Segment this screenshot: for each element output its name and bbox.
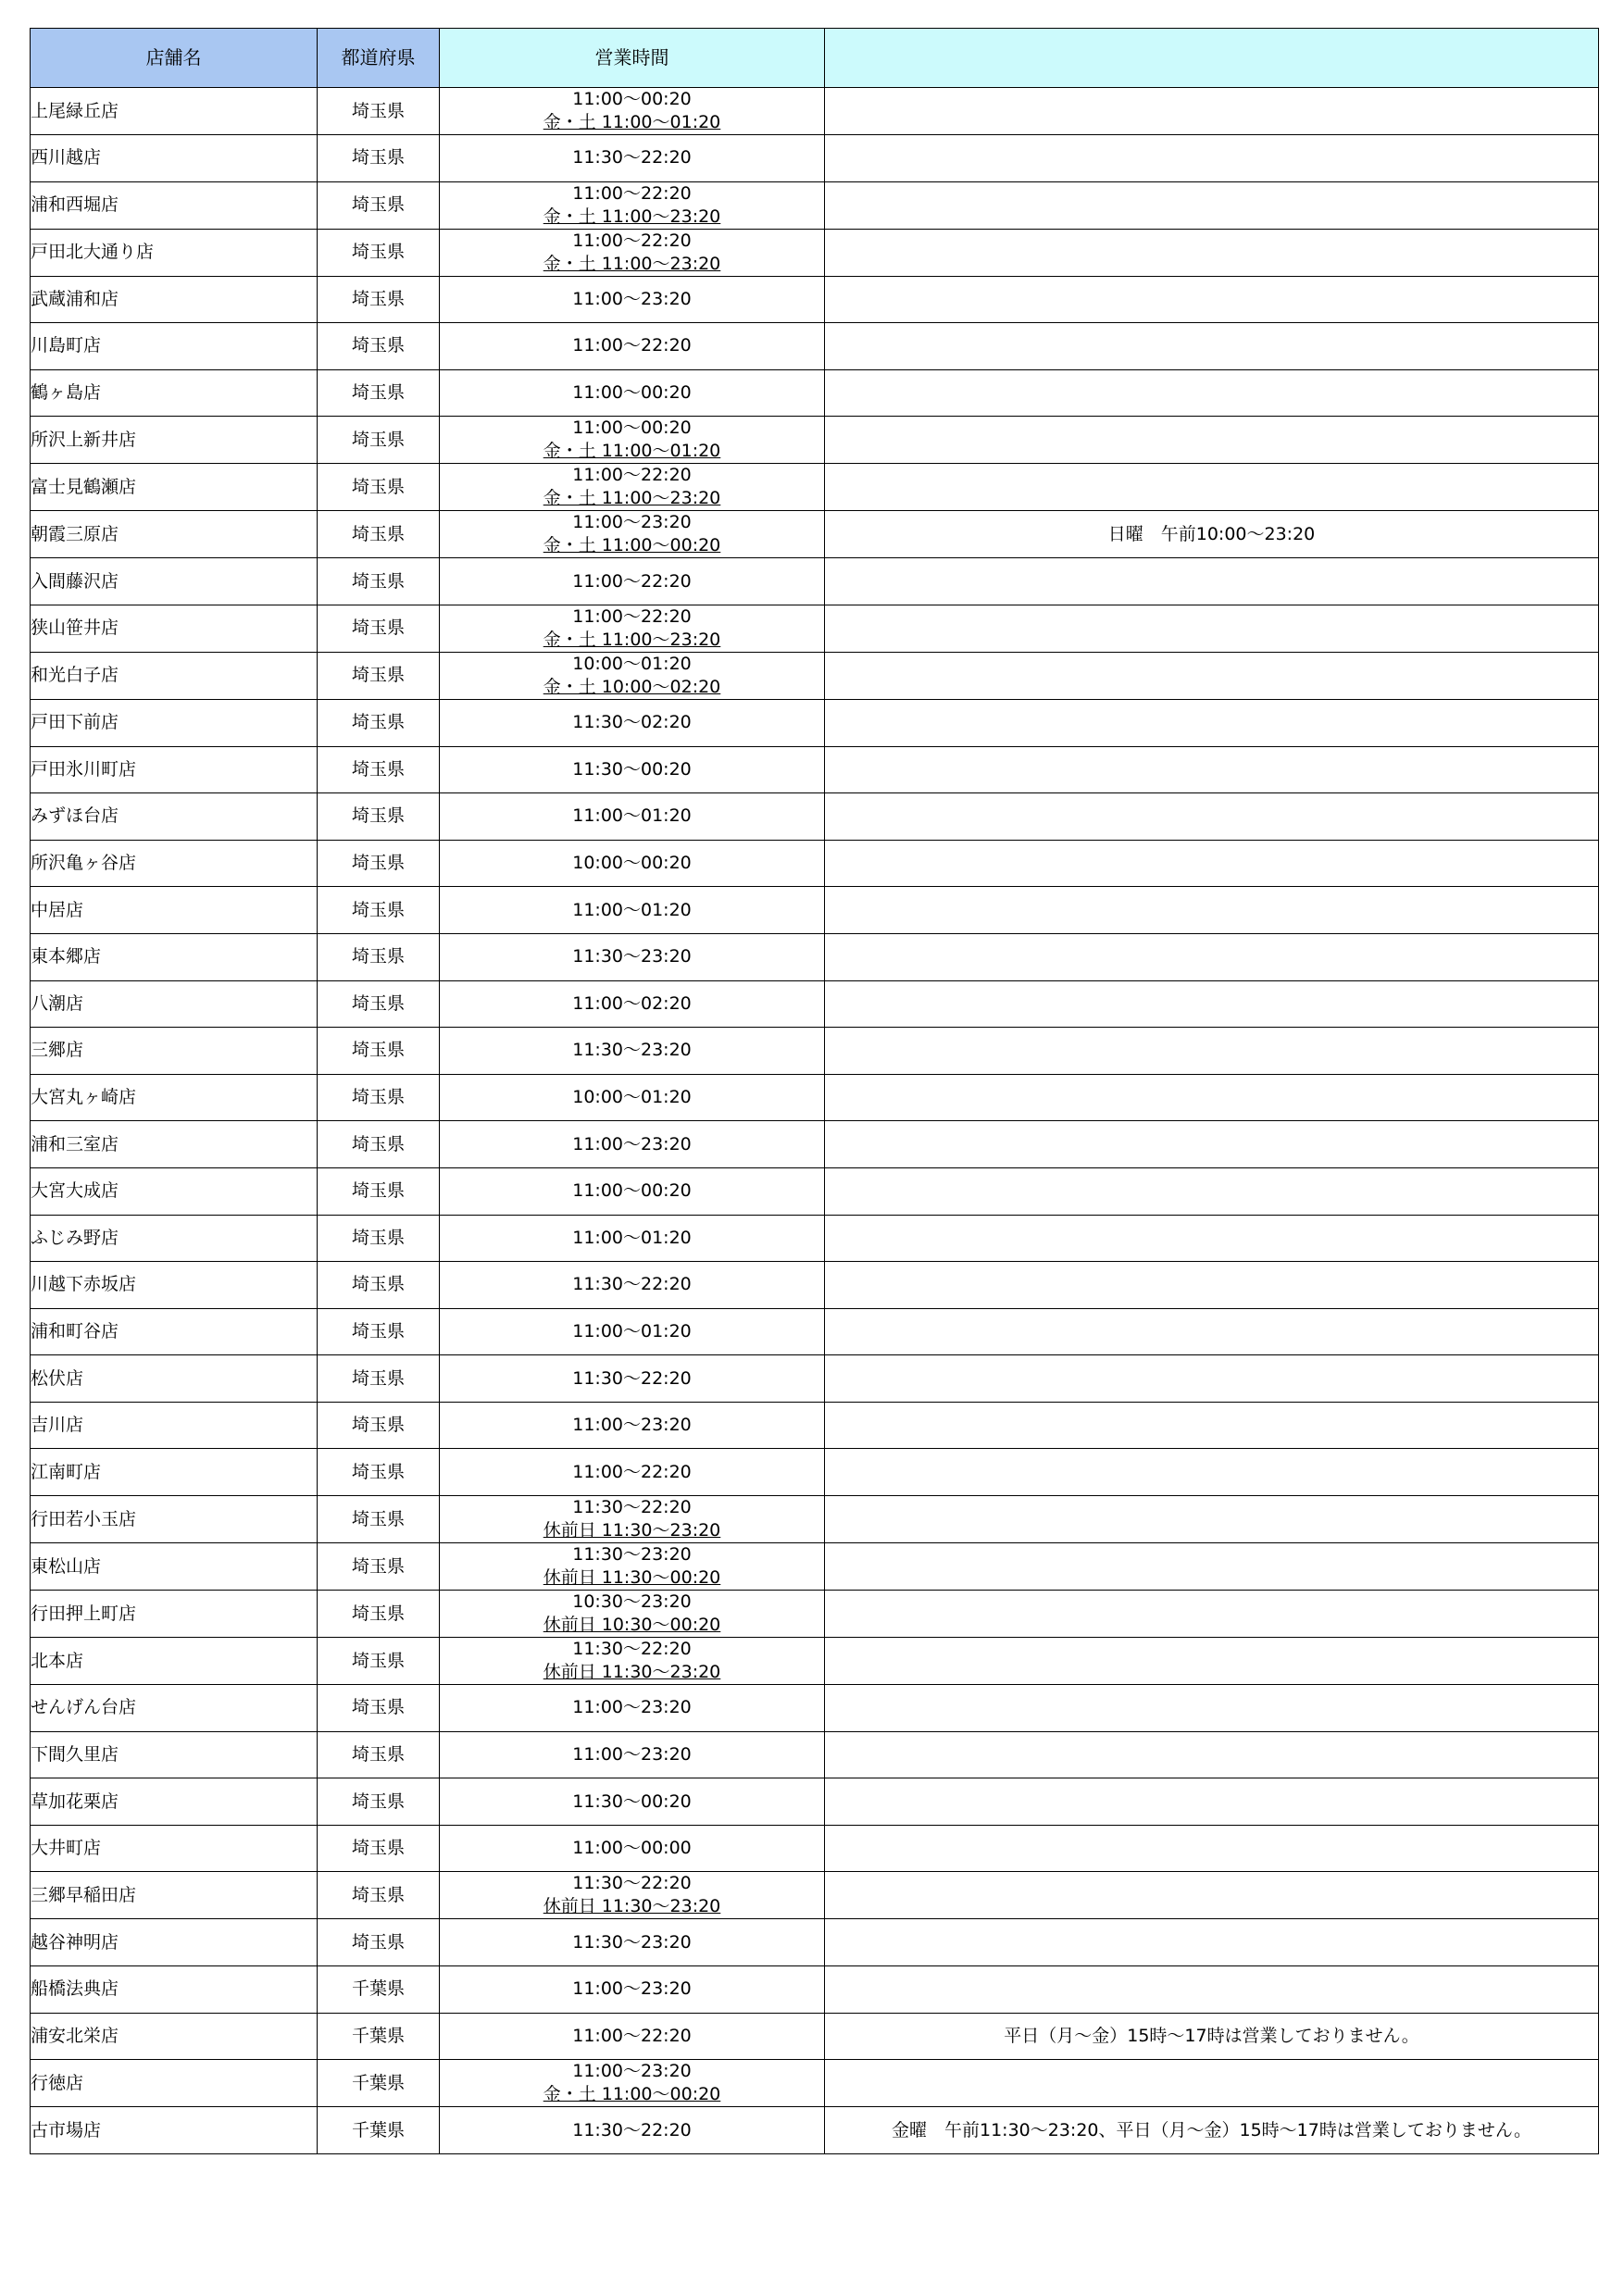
business-hours-cell xyxy=(440,605,825,652)
prefecture-cell: 埼玉県 xyxy=(318,1872,440,1919)
business-hours-cell xyxy=(440,1496,825,1543)
table-row xyxy=(31,652,1599,699)
table-row xyxy=(31,1449,1599,1496)
store-name-cell: せんげん台店 xyxy=(31,1685,318,1732)
note-cell xyxy=(825,1496,1599,1543)
store-name-cell: 所沢上新井店 xyxy=(31,417,318,464)
store-name-cell: 三郷早稲田店 xyxy=(31,1872,318,1919)
business-hours-cell xyxy=(440,1028,825,1075)
note-cell xyxy=(825,1731,1599,1778)
note-cell xyxy=(825,181,1599,229)
prefecture-cell: 埼玉県 xyxy=(318,1543,440,1591)
hours-regular: 11:00～23:20 xyxy=(572,1743,692,1765)
table-row xyxy=(31,1778,1599,1826)
store-name-cell: 吉川店 xyxy=(31,1402,318,1449)
table-row xyxy=(31,1966,1599,2014)
business-hours-cell xyxy=(440,1778,825,1826)
business-hours-cell xyxy=(440,511,825,558)
store-name-cell: 東松山店 xyxy=(31,1543,318,1591)
store-name-cell: 川島町店 xyxy=(31,323,318,370)
note-cell xyxy=(825,1778,1599,1826)
business-hours-cell xyxy=(440,464,825,511)
hours-regular: 11:00～00:20 xyxy=(572,1180,692,1202)
prefecture-cell: 埼玉県 xyxy=(318,323,440,370)
table-row xyxy=(31,1591,1599,1638)
table-row xyxy=(31,1074,1599,1121)
hours-regular: 11:30～23:20 xyxy=(572,1544,692,1566)
business-hours-cell xyxy=(440,229,825,276)
table-row xyxy=(31,887,1599,934)
business-hours-cell xyxy=(440,1638,825,1685)
note-cell xyxy=(825,840,1599,887)
table-row xyxy=(31,840,1599,887)
table-row xyxy=(31,88,1599,135)
note-cell xyxy=(825,1074,1599,1121)
hours-regular: 11:30～23:20 xyxy=(572,1931,692,1953)
hours-regular: 11:00～22:20 xyxy=(572,182,692,204)
hours-regular: 11:00～00:20 xyxy=(572,382,692,404)
hours-regular: 10:00～01:20 xyxy=(572,1087,692,1108)
hours-regular: 11:00～23:20 xyxy=(572,512,692,533)
hours-regular: 11:30～23:20 xyxy=(572,946,692,967)
hours-extended: 金・土 11:00～23:20 xyxy=(543,206,721,227)
table-row xyxy=(31,605,1599,652)
note-cell xyxy=(825,652,1599,699)
store-name-cell: 富士見鶴瀬店 xyxy=(31,464,318,511)
note-cell xyxy=(825,1638,1599,1685)
hours-extended: 休前日 11:30～23:20 xyxy=(543,1662,721,1683)
table-header-row xyxy=(31,29,1599,88)
hours-extended: 金・土 11:00～23:20 xyxy=(543,629,721,650)
table-row xyxy=(31,1919,1599,1966)
note-cell xyxy=(825,1966,1599,2014)
hours-regular: 11:30～02:20 xyxy=(572,712,692,733)
prefecture-cell: 埼玉県 xyxy=(318,652,440,699)
prefecture-cell: 千葉県 xyxy=(318,2060,440,2107)
business-hours-cell xyxy=(440,933,825,980)
hours-regular: 11:00～23:20 xyxy=(572,1978,692,2000)
hours-extended: 金・土 11:00～01:20 xyxy=(543,112,721,132)
note-cell xyxy=(825,88,1599,135)
prefecture-cell: 埼玉県 xyxy=(318,1028,440,1075)
hours-regular: 11:00～22:20 xyxy=(572,1461,692,1482)
table-row xyxy=(31,2013,1599,2060)
store-name-cell: 浦和町谷店 xyxy=(31,1308,318,1355)
note-cell xyxy=(825,1308,1599,1355)
note-cell xyxy=(825,793,1599,841)
hours-extended: 金・土 11:00～01:20 xyxy=(543,441,721,462)
note-cell xyxy=(825,1355,1599,1403)
note-cell xyxy=(825,1591,1599,1638)
business-hours-cell xyxy=(440,1591,825,1638)
prefecture-cell: 埼玉県 xyxy=(318,511,440,558)
business-hours-cell xyxy=(440,276,825,323)
note-cell xyxy=(825,1543,1599,1591)
store-name-cell: 大宮大成店 xyxy=(31,1167,318,1215)
note-cell xyxy=(825,276,1599,323)
store-name-cell: 武蔵浦和店 xyxy=(31,276,318,323)
business-hours-cell xyxy=(440,699,825,746)
hours-regular: 11:30～00:20 xyxy=(572,1791,692,1812)
store-name-cell: 大宮丸ヶ崎店 xyxy=(31,1074,318,1121)
business-hours-cell xyxy=(440,1872,825,1919)
table-row xyxy=(31,933,1599,980)
note-cell xyxy=(825,135,1599,182)
business-hours-cell xyxy=(440,417,825,464)
business-hours-cell xyxy=(440,558,825,605)
note-cell xyxy=(825,1872,1599,1919)
hours-regular: 11:00～22:20 xyxy=(572,570,692,592)
prefecture-cell: 埼玉県 xyxy=(318,1402,440,1449)
note-cell xyxy=(825,1028,1599,1075)
hours-regular: 11:30～23:20 xyxy=(572,1040,692,1061)
table-row xyxy=(31,1028,1599,1075)
hours-regular: 11:30～22:20 xyxy=(572,2119,692,2140)
business-hours-cell xyxy=(440,1966,825,2014)
table-row xyxy=(31,746,1599,793)
table-row xyxy=(31,181,1599,229)
table-row xyxy=(31,417,1599,464)
hours-extended: 休前日 11:30～23:20 xyxy=(543,1520,721,1541)
hours-extended: 金・土 11:00～23:20 xyxy=(543,253,721,274)
table-row xyxy=(31,1825,1599,1872)
hours-extended: 休前日 10:30～00:20 xyxy=(543,1615,721,1636)
hours-regular: 11:00～23:20 xyxy=(572,1697,692,1718)
hours-regular: 11:00～23:20 xyxy=(572,2061,692,2082)
prefecture-cell: 埼玉県 xyxy=(318,135,440,182)
prefecture-cell: 千葉県 xyxy=(318,2013,440,2060)
business-hours-cell xyxy=(440,1731,825,1778)
prefecture-cell: 埼玉県 xyxy=(318,1731,440,1778)
hours-regular: 10:30～23:20 xyxy=(572,1591,692,1613)
hours-extended: 金・土 10:00～02:20 xyxy=(543,676,721,697)
store-name-cell: 所沢亀ヶ谷店 xyxy=(31,840,318,887)
hours-regular: 11:30～22:20 xyxy=(572,1367,692,1389)
note-cell xyxy=(825,980,1599,1028)
hours-extended: 金・土 11:00～23:20 xyxy=(543,488,721,509)
header-prefecture: 都道府県 xyxy=(318,29,440,88)
note-cell: 金曜 午前11:30～23:20、平日（月～金）15時～17時は営業しておりません。 xyxy=(825,2107,1599,2154)
prefecture-cell: 埼玉県 xyxy=(318,1074,440,1121)
store-name-cell: みずほ台店 xyxy=(31,793,318,841)
note-cell xyxy=(825,323,1599,370)
table-row xyxy=(31,1685,1599,1732)
prefecture-cell: 埼玉県 xyxy=(318,746,440,793)
table-row xyxy=(31,1355,1599,1403)
prefecture-cell: 埼玉県 xyxy=(318,605,440,652)
business-hours-cell xyxy=(440,369,825,417)
table-row xyxy=(31,1402,1599,1449)
hours-regular: 11:30～22:20 xyxy=(572,147,692,168)
store-name-cell: 下間久里店 xyxy=(31,1731,318,1778)
note-cell: 平日（月～金）15時～17時は営業しておりません。 xyxy=(825,2013,1599,2060)
header-store-name: 店舗名 xyxy=(31,29,318,88)
business-hours-cell xyxy=(440,1215,825,1262)
prefecture-cell: 埼玉県 xyxy=(318,1591,440,1638)
store-name-cell: 戸田北大通り店 xyxy=(31,229,318,276)
note-cell xyxy=(825,1215,1599,1262)
business-hours-cell xyxy=(440,1308,825,1355)
hours-regular: 10:00～01:20 xyxy=(572,653,692,674)
business-hours-cell xyxy=(440,1449,825,1496)
hours-regular: 11:30～22:20 xyxy=(572,1497,692,1518)
business-hours-cell xyxy=(440,1825,825,1872)
hours-regular: 11:00～22:20 xyxy=(572,230,692,251)
table-row xyxy=(31,511,1599,558)
prefecture-cell: 埼玉県 xyxy=(318,417,440,464)
table-row xyxy=(31,1496,1599,1543)
store-name-cell: 西川越店 xyxy=(31,135,318,182)
store-name-cell: 浦安北栄店 xyxy=(31,2013,318,2060)
note-cell xyxy=(825,1685,1599,1732)
hours-regular: 11:00～22:20 xyxy=(572,335,692,356)
note-cell xyxy=(825,2060,1599,2107)
note-cell xyxy=(825,605,1599,652)
table-row xyxy=(31,2107,1599,2154)
prefecture-cell: 埼玉県 xyxy=(318,1167,440,1215)
hours-regular: 11:00～00:20 xyxy=(572,418,692,439)
prefecture-cell: 埼玉県 xyxy=(318,1215,440,1262)
table-row xyxy=(31,699,1599,746)
store-name-cell: 古市場店 xyxy=(31,2107,318,2154)
business-hours-cell xyxy=(440,1262,825,1309)
hours-regular: 11:30～22:20 xyxy=(572,1274,692,1295)
prefecture-cell: 埼玉県 xyxy=(318,1121,440,1168)
prefecture-cell: 埼玉県 xyxy=(318,1355,440,1403)
hours-regular: 11:00～23:20 xyxy=(572,1133,692,1154)
store-name-cell: 越谷神明店 xyxy=(31,1919,318,1966)
store-name-cell: 東本郷店 xyxy=(31,933,318,980)
store-name-cell: 浦和三室店 xyxy=(31,1121,318,1168)
store-name-cell: 行田若小玉店 xyxy=(31,1496,318,1543)
prefecture-cell: 埼玉県 xyxy=(318,88,440,135)
hours-regular: 11:30～00:20 xyxy=(572,758,692,780)
note-cell xyxy=(825,558,1599,605)
table-row xyxy=(31,980,1599,1028)
hours-extended: 休前日 11:30～23:20 xyxy=(543,1896,721,1917)
table-row xyxy=(31,1731,1599,1778)
store-name-cell: 行田押上町店 xyxy=(31,1591,318,1638)
business-hours-cell xyxy=(440,980,825,1028)
business-hours-cell xyxy=(440,1355,825,1403)
business-hours-cell xyxy=(440,887,825,934)
hours-extended: 金・土 11:00～00:20 xyxy=(543,535,721,556)
store-name-cell: 行徳店 xyxy=(31,2060,318,2107)
store-name-cell: 大井町店 xyxy=(31,1825,318,1872)
store-name-cell: 北本店 xyxy=(31,1638,318,1685)
business-hours-cell xyxy=(440,181,825,229)
note-cell xyxy=(825,1402,1599,1449)
store-name-cell: 八潮店 xyxy=(31,980,318,1028)
note-cell xyxy=(825,1167,1599,1215)
store-name-cell: 川越下赤坂店 xyxy=(31,1262,318,1309)
business-hours-cell xyxy=(440,793,825,841)
prefecture-cell: 埼玉県 xyxy=(318,1262,440,1309)
table-row xyxy=(31,1215,1599,1262)
note-cell: 日曜 午前10:00～23:20 xyxy=(825,511,1599,558)
table-row xyxy=(31,1638,1599,1685)
table-row xyxy=(31,558,1599,605)
note-cell xyxy=(825,229,1599,276)
header-note xyxy=(825,29,1599,88)
prefecture-cell: 埼玉県 xyxy=(318,1685,440,1732)
prefecture-cell: 埼玉県 xyxy=(318,1308,440,1355)
store-name-cell: 草加花栗店 xyxy=(31,1778,318,1826)
note-cell xyxy=(825,1919,1599,1966)
prefecture-cell: 埼玉県 xyxy=(318,1496,440,1543)
header-business-hours: 営業時間 xyxy=(440,29,825,88)
business-hours-cell xyxy=(440,323,825,370)
table-row xyxy=(31,276,1599,323)
hours-extended: 休前日 11:30～00:20 xyxy=(543,1567,721,1589)
business-hours-cell xyxy=(440,2013,825,2060)
hours-regular: 11:00～23:20 xyxy=(572,1415,692,1436)
hours-regular: 11:00～00:20 xyxy=(572,89,692,109)
business-hours-cell xyxy=(440,840,825,887)
prefecture-cell: 埼玉県 xyxy=(318,840,440,887)
prefecture-cell: 埼玉県 xyxy=(318,980,440,1028)
note-cell xyxy=(825,746,1599,793)
note-cell xyxy=(825,887,1599,934)
store-name-cell: 鶴ヶ島店 xyxy=(31,369,318,417)
business-hours-cell xyxy=(440,2060,825,2107)
prefecture-cell: 埼玉県 xyxy=(318,181,440,229)
business-hours-cell xyxy=(440,1543,825,1591)
prefecture-cell: 埼玉県 xyxy=(318,464,440,511)
note-cell xyxy=(825,1121,1599,1168)
note-cell xyxy=(825,369,1599,417)
hours-regular: 11:00～01:20 xyxy=(572,899,692,920)
hours-regular: 11:00～01:20 xyxy=(572,1320,692,1341)
business-hours-cell xyxy=(440,1121,825,1168)
store-name-cell: 朝霞三原店 xyxy=(31,511,318,558)
business-hours-cell xyxy=(440,88,825,135)
table-row xyxy=(31,1167,1599,1215)
table-row xyxy=(31,1872,1599,1919)
prefecture-cell: 埼玉県 xyxy=(318,933,440,980)
hours-regular: 11:30～22:20 xyxy=(572,1873,692,1894)
table-row xyxy=(31,1543,1599,1591)
hours-regular: 11:00～22:20 xyxy=(572,605,692,627)
store-name-cell: 戸田氷川町店 xyxy=(31,746,318,793)
store-name-cell: 江南町店 xyxy=(31,1449,318,1496)
note-cell xyxy=(825,933,1599,980)
business-hours-cell xyxy=(440,1685,825,1732)
hours-regular: 11:30～22:20 xyxy=(572,1639,692,1660)
hours-regular: 11:00～02:20 xyxy=(572,992,692,1014)
table-row xyxy=(31,793,1599,841)
business-hours-cell xyxy=(440,1402,825,1449)
prefecture-cell: 埼玉県 xyxy=(318,1919,440,1966)
prefecture-cell: 千葉県 xyxy=(318,2107,440,2154)
hours-regular: 11:00～22:20 xyxy=(572,2025,692,2046)
prefecture-cell: 埼玉県 xyxy=(318,793,440,841)
note-cell xyxy=(825,464,1599,511)
hours-regular: 11:00～23:20 xyxy=(572,288,692,309)
business-hours-cell xyxy=(440,746,825,793)
business-hours-cell xyxy=(440,1074,825,1121)
store-name-cell: 三郷店 xyxy=(31,1028,318,1075)
business-hours-cell xyxy=(440,652,825,699)
note-cell xyxy=(825,417,1599,464)
note-cell xyxy=(825,699,1599,746)
business-hours-cell xyxy=(440,2107,825,2154)
note-cell xyxy=(825,1825,1599,1872)
store-name-cell: 狭山笹井店 xyxy=(31,605,318,652)
store-name-cell: 船橋法典店 xyxy=(31,1966,318,2014)
hours-regular: 11:00～00:00 xyxy=(572,1838,692,1859)
prefecture-cell: 埼玉県 xyxy=(318,369,440,417)
store-hours-table xyxy=(30,28,1599,2154)
table-row xyxy=(31,1121,1599,1168)
prefecture-cell: 埼玉県 xyxy=(318,558,440,605)
business-hours-cell xyxy=(440,1167,825,1215)
table-row xyxy=(31,135,1599,182)
note-cell xyxy=(825,1262,1599,1309)
prefecture-cell: 埼玉県 xyxy=(318,1449,440,1496)
hours-regular: 11:00～01:20 xyxy=(572,805,692,827)
hours-regular: 10:00～00:20 xyxy=(572,853,692,874)
prefecture-cell: 埼玉県 xyxy=(318,887,440,934)
prefecture-cell: 埼玉県 xyxy=(318,699,440,746)
store-name-cell: 浦和西堀店 xyxy=(31,181,318,229)
table-row xyxy=(31,2060,1599,2107)
store-name-cell: ふじみ野店 xyxy=(31,1215,318,1262)
prefecture-cell: 埼玉県 xyxy=(318,276,440,323)
prefecture-cell: 埼玉県 xyxy=(318,1825,440,1872)
prefecture-cell: 埼玉県 xyxy=(318,1638,440,1685)
hours-extended: 金・土 11:00～00:20 xyxy=(543,2084,721,2105)
table-row xyxy=(31,323,1599,370)
table-row xyxy=(31,1308,1599,1355)
table-row xyxy=(31,369,1599,417)
table-row xyxy=(31,464,1599,511)
prefecture-cell: 埼玉県 xyxy=(318,1778,440,1826)
note-cell xyxy=(825,1449,1599,1496)
store-name-cell: 和光白子店 xyxy=(31,652,318,699)
prefecture-cell: 千葉県 xyxy=(318,1966,440,2014)
hours-regular: 11:00～22:20 xyxy=(572,465,692,486)
store-name-cell: 上尾緑丘店 xyxy=(31,88,318,135)
store-name-cell: 戸田下前店 xyxy=(31,699,318,746)
table-row xyxy=(31,1262,1599,1309)
store-name-cell: 中居店 xyxy=(31,887,318,934)
store-name-cell: 入間藤沢店 xyxy=(31,558,318,605)
prefecture-cell: 埼玉県 xyxy=(318,229,440,276)
store-name-cell: 松伏店 xyxy=(31,1355,318,1403)
hours-regular: 11:00～01:20 xyxy=(572,1227,692,1248)
business-hours-cell xyxy=(440,135,825,182)
business-hours-cell xyxy=(440,1919,825,1966)
table-row xyxy=(31,229,1599,276)
